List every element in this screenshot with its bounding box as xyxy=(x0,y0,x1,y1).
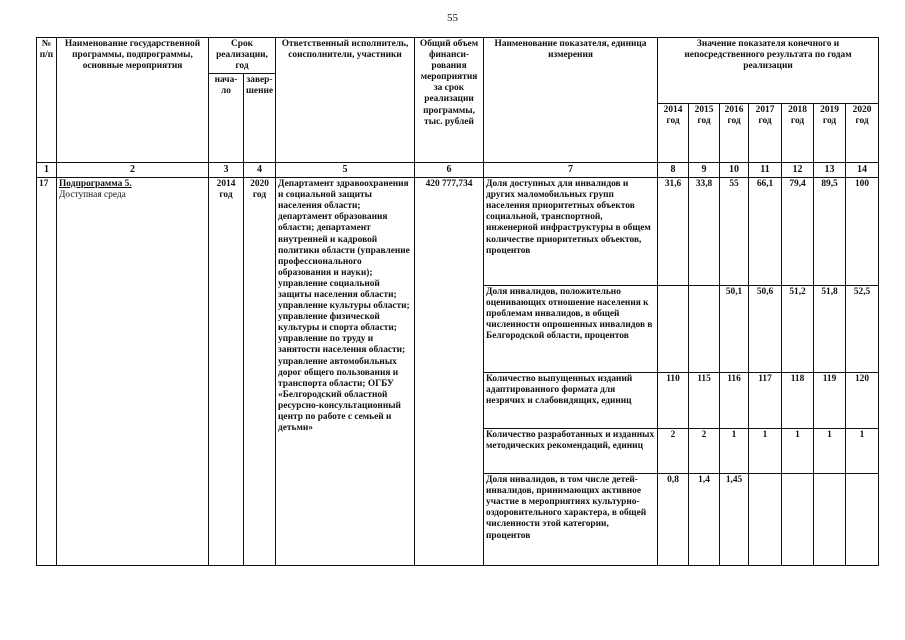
indicator-value: 2 xyxy=(658,429,689,474)
column-number: 5 xyxy=(276,163,415,178)
header-responsible: Ответственный исполнитель, соисполнители, участники xyxy=(276,38,415,163)
indicator-value xyxy=(749,474,782,566)
indicator-value: 116 xyxy=(720,373,749,429)
indicator-value: 117 xyxy=(749,373,782,429)
indicator-value: 1 xyxy=(720,429,749,474)
indicator-value: 50,6 xyxy=(749,286,782,373)
header-year: 2015 год xyxy=(689,104,720,163)
indicator-name: Количество разработанных и изданных методических рекомендаций, единиц xyxy=(484,429,658,474)
header-row-1 xyxy=(37,38,879,74)
indicator-value: 1,45 xyxy=(720,474,749,566)
page-number: 55 xyxy=(447,12,458,24)
column-number: 14 xyxy=(846,163,879,178)
column-number: 6 xyxy=(415,163,484,178)
indicator-value: 1 xyxy=(846,429,879,474)
header-year: 2019 год xyxy=(814,104,846,163)
indicator-value: 2 xyxy=(689,429,720,474)
column-number: 12 xyxy=(782,163,814,178)
column-number: 10 xyxy=(720,163,749,178)
indicator-value: 115 xyxy=(689,373,720,429)
subprogram-title: Подпрограмма 5. xyxy=(59,179,132,190)
indicator-value: 66,1 xyxy=(749,178,782,286)
header-start: нача-ло xyxy=(209,74,244,163)
indicator-name: Доля инвалидов, положительно оценивающих отношение населения к проблемам инвалидов, в общей численности опрошенных инвалидов в Белгородской области, процентов xyxy=(484,286,658,373)
indicator-value xyxy=(658,286,689,373)
indicator-name: Доля инвалидов, в том числе детей-инвалидов, принимающих активное участие в мероприятиях культурно-оздоровительного характера, в общей численности этой категории, процентов xyxy=(484,474,658,566)
indicator-value xyxy=(689,286,720,373)
indicator-value: 1 xyxy=(749,429,782,474)
column-number-row xyxy=(37,163,879,178)
header-year: 2017 год xyxy=(749,104,782,163)
subprogram-cell xyxy=(57,178,209,566)
subprogram-name: Доступная среда xyxy=(59,190,126,201)
header-year: 2018 год xyxy=(782,104,814,163)
header-year: 2016 год xyxy=(720,104,749,163)
indicator-value: 50,1 xyxy=(720,286,749,373)
indicator-value: 120 xyxy=(846,373,879,429)
header-volume: Общий объем финанси-рования мероприятия за срок реализации программы, тыс. рублей xyxy=(415,38,484,163)
column-number: 13 xyxy=(814,163,846,178)
column-number: 4 xyxy=(244,163,276,178)
indicator-value: 33,8 xyxy=(689,178,720,286)
term-end: 2020 год xyxy=(244,178,276,566)
indicator-value: 1 xyxy=(782,429,814,474)
column-number: 3 xyxy=(209,163,244,178)
row-number: 17 xyxy=(37,178,57,566)
header-values: Значение показателя конечного и непосредственного результата по годам реализации xyxy=(658,38,879,104)
indicator-value: 118 xyxy=(782,373,814,429)
indicator-value: 31,6 xyxy=(658,178,689,286)
table-row xyxy=(37,178,879,286)
header-num: № п/п xyxy=(37,38,57,163)
indicator-value xyxy=(846,474,879,566)
indicator-name: Доля доступных для инвалидов и других маломобильных групп населения приоритетных объектов социальной, транспортной, инженерной инфраструктуры в общем количестве приоритетных объектов, процентов xyxy=(484,178,658,286)
indicator-value xyxy=(814,474,846,566)
column-number: 11 xyxy=(749,163,782,178)
indicator-value: 51,2 xyxy=(782,286,814,373)
indicator-value: 1,4 xyxy=(689,474,720,566)
header-term: Срок реализации, год xyxy=(209,38,276,74)
indicator-name: Количество выпущенных изданий адаптированного формата для незрячих и слабовидящих, единиц xyxy=(484,373,658,429)
indicator-value xyxy=(782,474,814,566)
header-end: завер-шение xyxy=(244,74,276,163)
program-table xyxy=(36,37,879,566)
indicator-value: 79,4 xyxy=(782,178,814,286)
header-indicator: Наименование показателя, единица измерения xyxy=(484,38,658,163)
indicator-value: 52,5 xyxy=(846,286,879,373)
header-year: 2020 год xyxy=(846,104,879,163)
column-number: 8 xyxy=(658,163,689,178)
column-number: 9 xyxy=(689,163,720,178)
indicator-value: 51,8 xyxy=(814,286,846,373)
responsible-list: Департамент здравоохранения и социальной защиты населения области; департамент образования области; департамент внутренней и кадровой политики области (управление профессионального образования и науки); управление социальной защиты населения области; управление культуры области; управление физической культуры и спорта области; управление по труду и занятости населения области; управление автомобильных дорог общего пользования и транспорта области; ОГБУ «Белгородский областной ресурсно-консультационный центр по работе с семьей и детьми» xyxy=(276,178,415,566)
indicator-value: 100 xyxy=(846,178,879,286)
header-name: Наименование государственной программы, подпрограммы, основные мероприятия xyxy=(57,38,209,163)
funding-volume: 420 777,734 xyxy=(415,178,484,566)
indicator-value: 119 xyxy=(814,373,846,429)
indicator-value: 110 xyxy=(658,373,689,429)
indicator-value: 0,8 xyxy=(658,474,689,566)
indicator-value: 1 xyxy=(814,429,846,474)
indicator-value: 55 xyxy=(720,178,749,286)
indicator-value: 89,5 xyxy=(814,178,846,286)
column-number: 1 xyxy=(37,163,57,178)
column-number: 2 xyxy=(57,163,209,178)
column-number: 7 xyxy=(484,163,658,178)
term-start: 2014 год xyxy=(209,178,244,566)
header-year: 2014 год xyxy=(658,104,689,163)
